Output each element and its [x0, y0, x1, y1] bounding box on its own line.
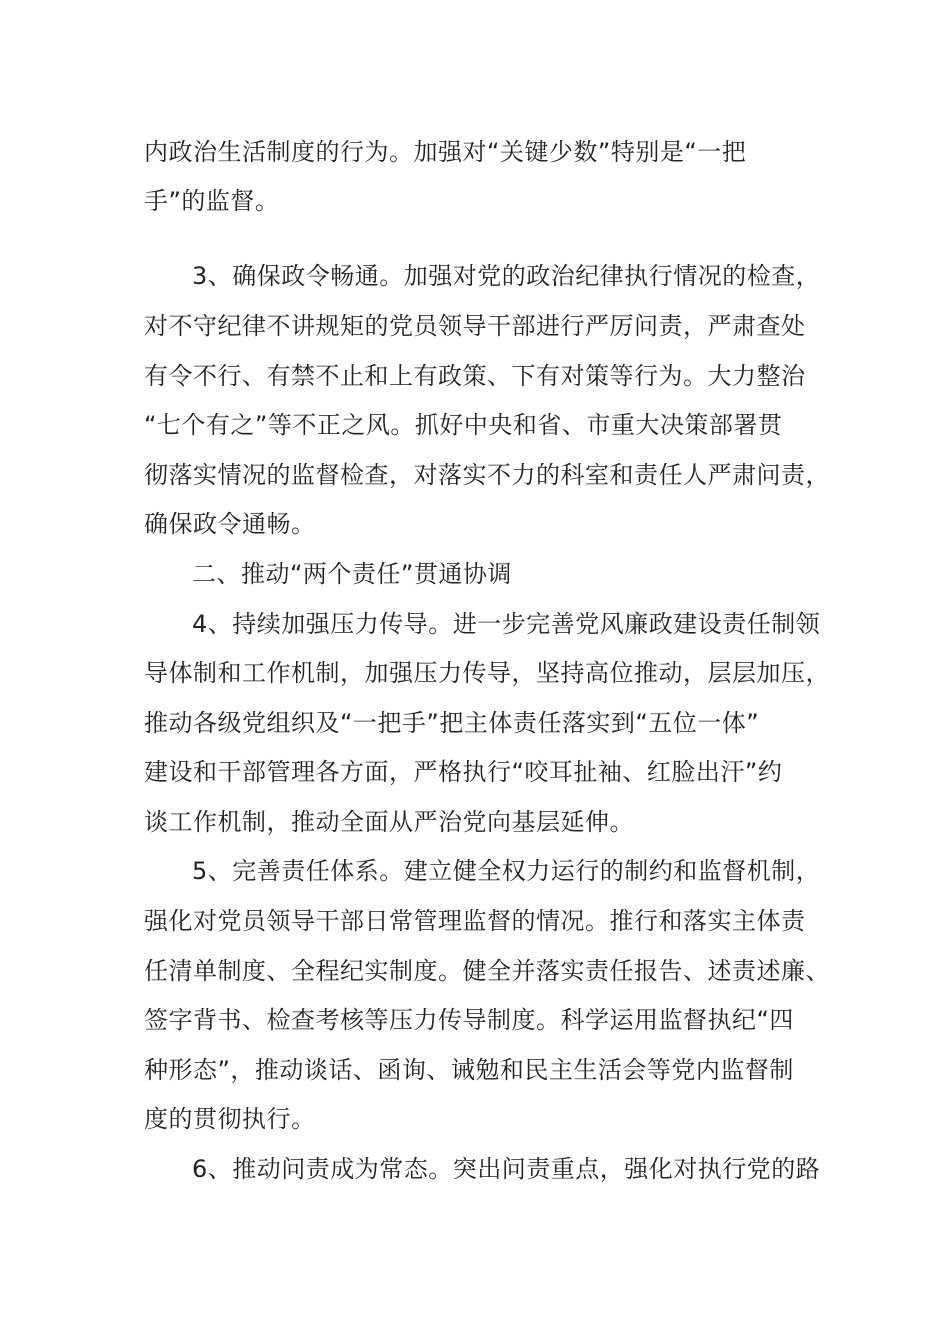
section-heading: 二、推动“两个责任”贯通协调	[192, 560, 512, 588]
text-line: 任清单制度、全程纪实制度。健全并落实责任报告、述责述廉、	[144, 957, 830, 985]
text-line: 彻落实情况的监督检查，对落实不力的科室和责任人严肃问责，	[144, 461, 830, 489]
paragraph-6-heading-line: 6、推动问责成为常态。突出问责重点，强化对执行党的路	[192, 1155, 821, 1183]
text-line: 种形态”，推动谈话、函询、诫勉和民主生活会等党内监督制	[144, 1056, 794, 1084]
paragraph-3-heading-line: 3、确保政令畅通。加强对党的政治纪律执行情况的检查，	[192, 262, 821, 290]
paragraph-5-heading-line: 5、完善责任体系。建立健全权力运行的制约和监督机制，	[192, 857, 821, 885]
text-line: 强化对党员领导干部日常管理监督的情况。推行和落实主体责	[144, 907, 806, 935]
text-line: 内政治生活制度的行为。加强对“关键少数”特别是“一把	[144, 138, 747, 166]
text-line: 有令不行、有禁不止和上有政策、下有对策等行为。大力整治	[144, 362, 806, 390]
text-line: 导体制和工作机制，加强压力传导，坚持高位推动，层层加压，	[144, 659, 830, 687]
text-line: 度的贯彻执行。	[144, 1105, 316, 1133]
text-line: 签字背书、检查考核等压力传导制度。科学运用监督执纪“四	[144, 1006, 794, 1034]
text-line: “七个有之”等不正之风。抓好中央和省、市重大决策部署贯	[144, 411, 783, 439]
text-line: 推动各级党组织及“一把手”把主体责任落实到“五位一体”	[144, 709, 760, 737]
paragraph-4-heading-line: 4、持续加强压力传导。进一步完善党风廉政建设责任制领	[192, 610, 821, 638]
text-line: 谈工作机制，推动全面从严治党向基层延伸。	[144, 808, 634, 836]
text-line: 对不守纪律不讲规矩的党员领导干部进行严厉问责，严肃查处	[144, 312, 806, 340]
text-line: 手”的监督。	[144, 187, 280, 215]
text-line: 建设和干部管理各方面，严格执行“咬耳扯袖、红脸出汗”约	[144, 758, 783, 786]
text-line: 确保政令通畅。	[144, 510, 316, 538]
